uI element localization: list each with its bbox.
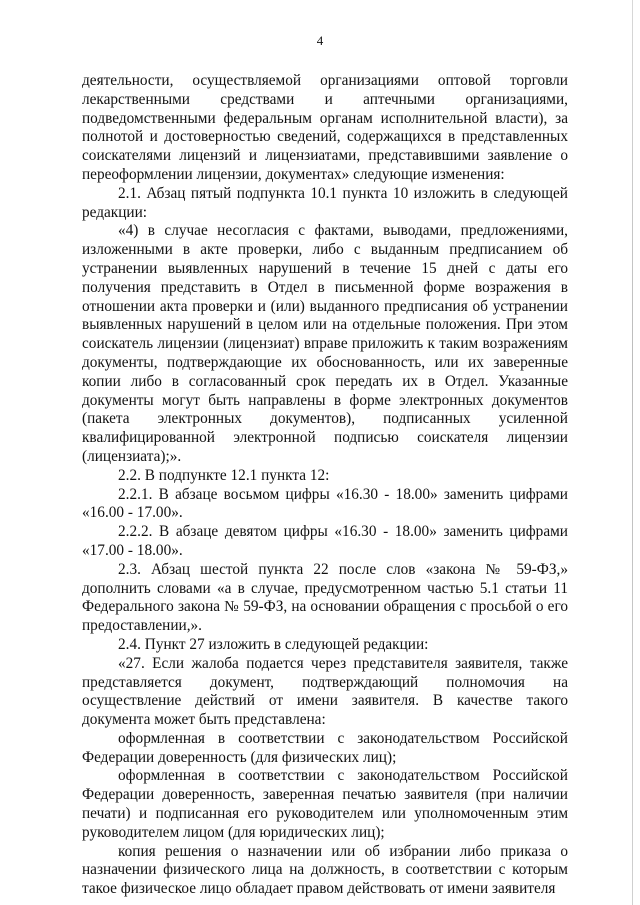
paragraph: 2.4. Пункт 27 изложить в следующей редакции: bbox=[118, 635, 429, 653]
paragraph: 2.3. Абзац шестой пункта 22 после слов «закона № 59-ФЗ,» дополнить словами «а в случае, предусмотренном частью 5.1 статьи 11 Федерального закона № 59-ФЗ, на основании обращения с просьбой о его предоставлении,». bbox=[82, 560, 568, 635]
paragraph: деятельности, осуществляемой организациями оптовой торговли лекарственными средствами и аптечными организациями, подведомственными федеральным органам исполнительной власти), за полнотой и достоверностью сведений, содержащихся в представленных соискателями лицензий и лицензиатами, представившими заявление о переоформлении лицензии, документах» следующие изменения: bbox=[82, 72, 568, 183]
paragraph: 2.2.2. В абзаце девятом цифры «16.30 - 18.00» заменить цифрами «17.00 - 18.00». bbox=[82, 523, 568, 559]
paragraph: оформленная в соответствии с законодательством Российской Федерации доверенность (для физических лиц); bbox=[82, 729, 568, 766]
paragraph: «4) в случае несогласия с фактами, выводами, предложениями, изложенными в акте проверки, либо с выданным предписанием об устранении выявленных нарушений в течение 15 дней с даты его получения представить в Отдел в письменной форме возражения в отношении акта проверки и (или) выданного предписания об устранении выявленных нарушений в целом или на отдельные положения. При этом соискатель лицензии (лицензиат) вправе приложить к таким возражениям документы, подтверждающие их обоснованность, или их заверенные копии либо в согласованный срок передать их в Отдел. Указанные документы могут быть направлены в форме электронных документов (пакета электронных документов), подписанных усиленной квалифицированной электронной подписью соискателя лицензии (лицензиата);». bbox=[82, 222, 568, 465]
paragraph: 2.1. Абзац пятый подпункта 10.1 пункта 10 изложить в следующей редакции: bbox=[82, 184, 568, 221]
paragraph: 2.2.1. В абзаце восьмом цифры «16.30 - 18.00» заменить цифрами «16.00 - 17.00». bbox=[82, 485, 568, 522]
scan-edge-line bbox=[632, 0, 633, 905]
page-number: 4 bbox=[316, 33, 324, 48]
paragraph: оформленная в соответствии с законодательством Российской Федерации доверенность, заверенная печатью заявителя (при наличии печати) и подписанная его руководителем или уполномоченным этим руководителем лицом (для юридических лиц); bbox=[82, 767, 568, 841]
paragraph: «27. Если жалоба подается через представителя заявителя, также представляется документ, подтверждающий полномочия на осуществление действий от имени заявителя. В качестве такого документа может быть представлена: bbox=[82, 654, 568, 729]
document-text-body bbox=[82, 72, 568, 899]
paragraph: копия решения о назначении или об избрании либо приказа о назначении физического лица на должность, в соответствии с которым такое физическое лицо обладает правом действовать от имени заявителя bbox=[82, 842, 568, 898]
paragraph: 2.2. В подпункте 12.1 пункта 12: bbox=[118, 466, 330, 484]
